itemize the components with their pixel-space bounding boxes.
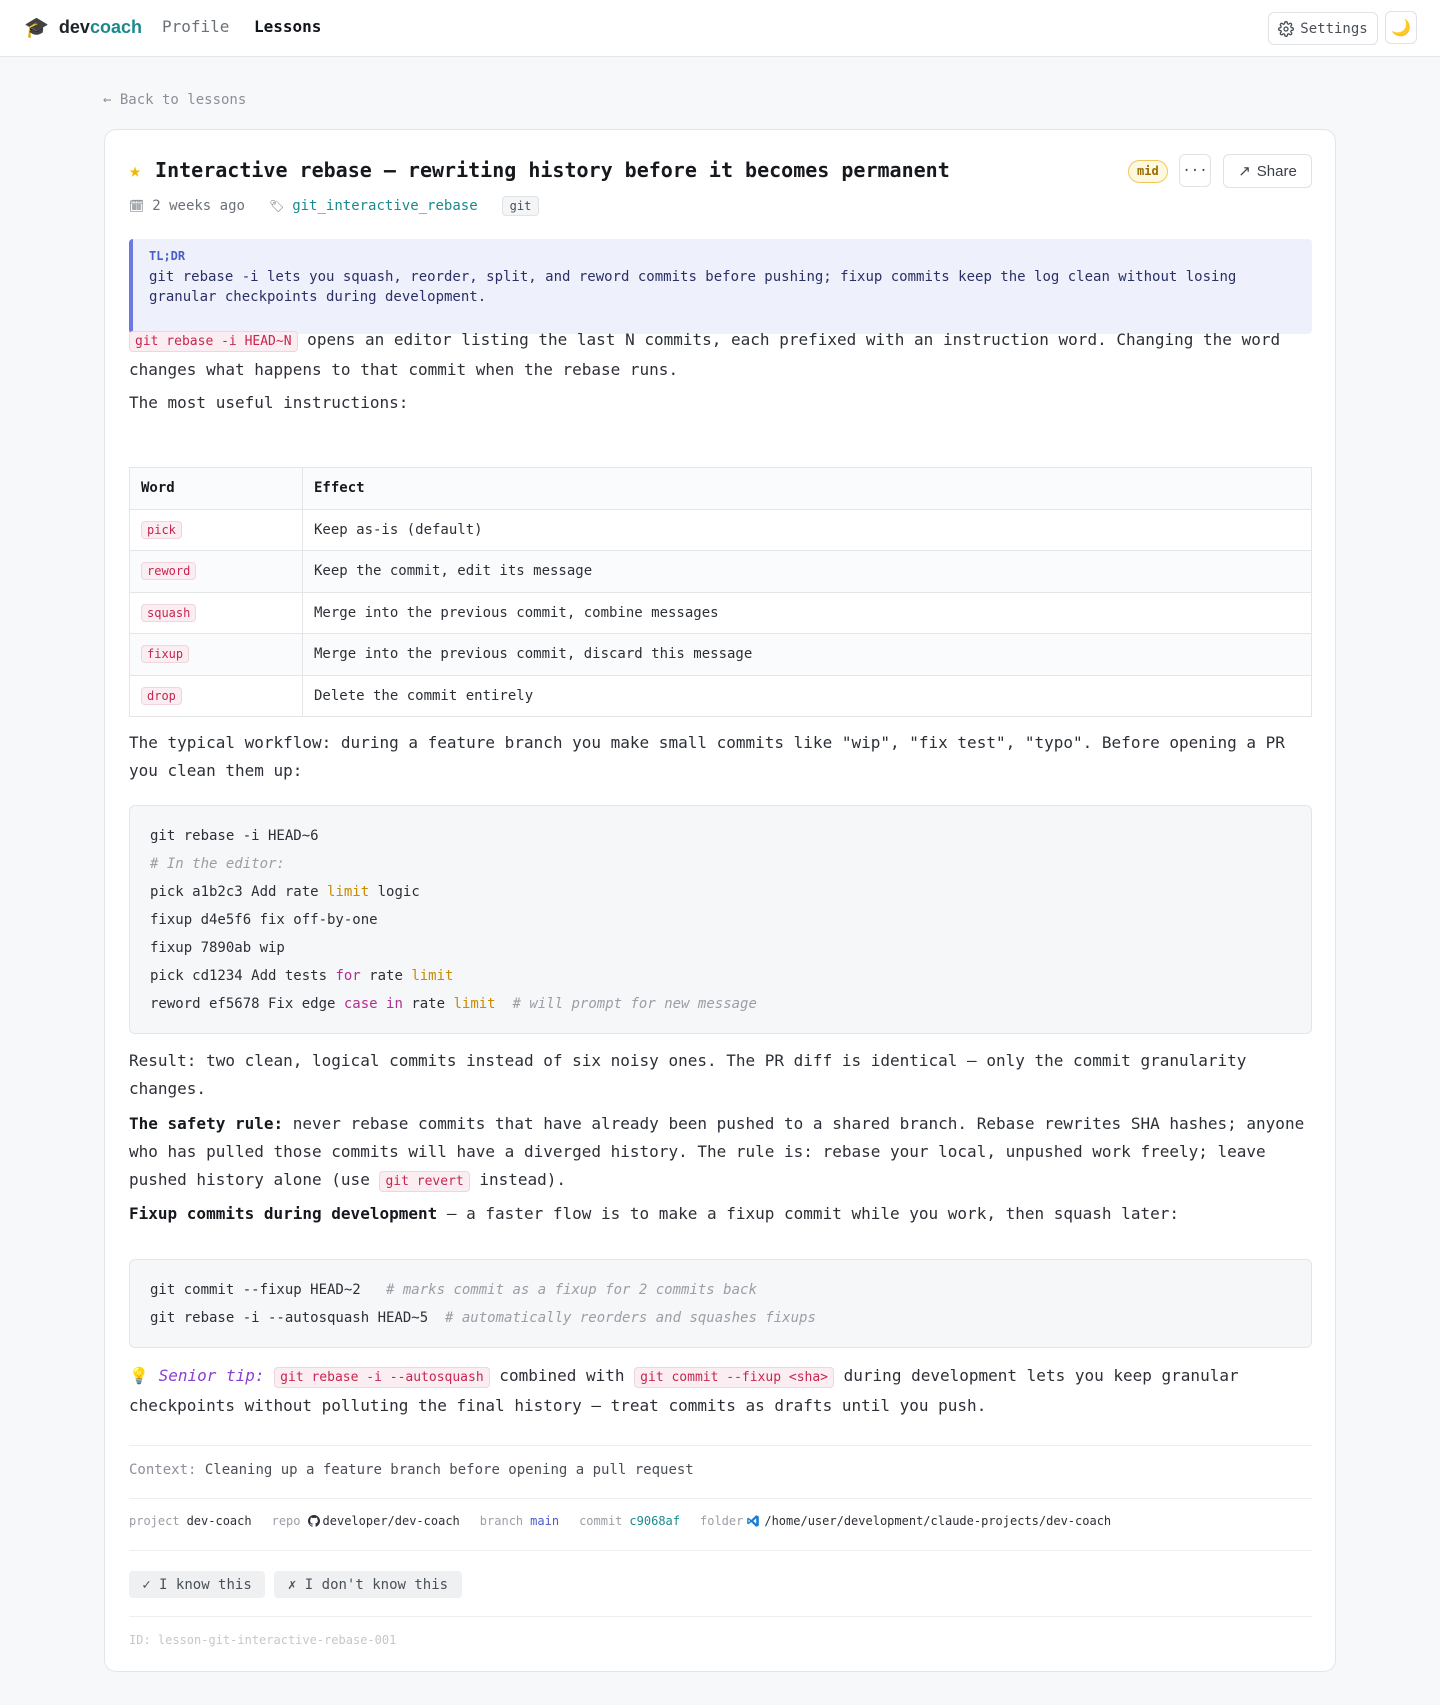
share-arrow-icon: ↗: [1238, 163, 1251, 180]
category-pill[interactable]: git: [502, 196, 540, 216]
code-block-fixup: git commit --fixup HEAD~2 # marks commit as a fixup for 2 commits back git rebase -i --autosquash HEAD~5 # automatically reorders and squashes fixups: [129, 1259, 1312, 1348]
settings-button[interactable]: [1268, 12, 1378, 45]
share-label: Share: [1256, 162, 1297, 180]
divider: [129, 1616, 1312, 1617]
lesson-card: [104, 129, 1336, 1672]
source-meta: [129, 1514, 1131, 1528]
folder-info[interactable]: folder /home/user/development/claude-projects/dev-coach: [700, 1514, 1112, 1528]
intro-paragraph: git rebase -i HEAD~N opens an editor listing the last N commits, each prefixed with an instruction word. Changing the word changes what happens to that commit when the rebase runs.: [129, 330, 1281, 379]
settings-label: Settings: [1300, 20, 1368, 37]
word-cell: pick: [130, 509, 303, 551]
branch-info: branch main: [479, 1514, 560, 1528]
logo[interactable]: [24, 15, 142, 39]
table-header-row: [130, 468, 1312, 510]
inline-code: git rebase -i HEAD~N: [129, 331, 298, 352]
effect-cell: Merge into the previous commit, combine messages: [303, 592, 1312, 634]
i-know-this-button[interactable]: ✓ I know this: [129, 1571, 265, 1598]
top-nav: [0, 0, 1440, 57]
level-badge: mid: [1128, 160, 1168, 183]
safety-paragraph: The safety rule: never rebase commits that have already been pushed to a shared branch. Rebase rewrites SHA hashes; anyone who has pulled those commits will have a diverged history. The rule is: rebase your local, unpushed work freely; leave pushed history alone (use git revert instead).: [129, 1110, 1309, 1196]
moon-icon: 🌙: [1391, 18, 1411, 37]
divider: [129, 1445, 1312, 1446]
lightbulb-icon: 💡: [129, 1366, 149, 1385]
topic-link[interactable]: git_interactive_rebase: [292, 198, 478, 214]
fixup-paragraph: Fixup commits during development — a faster flow is to make a fixup commit while you work, then squash later:: [129, 1204, 1179, 1223]
commit-info[interactable]: commit c9068af: [579, 1514, 680, 1528]
context-line: Context: Cleaning up a feature branch before opening a pull request: [129, 1462, 694, 1478]
effect-cell: Delete the commit entirely: [303, 675, 1312, 717]
effect-cell: Keep as-is (default): [303, 509, 1312, 551]
i-dont-know-this-button[interactable]: ✗ I don't know this: [274, 1571, 462, 1598]
senior-tip-paragraph: 💡 Senior tip: git rebase -i --autosquash combined with git commit --fixup <sha> during development lets you keep granular checkpoints without polluting the final history — treat commits as drafts until you push.: [129, 1366, 1239, 1415]
divider: [129, 1498, 1312, 1499]
repo-info[interactable]: repo developer/dev-coach: [271, 1514, 460, 1528]
nav-link-lessons[interactable]: Lessons: [254, 17, 322, 36]
word-cell: drop: [130, 675, 303, 717]
more-options-button[interactable]: [1179, 154, 1211, 187]
word-cell: reword: [130, 551, 303, 593]
ellipsis-icon: ···: [1182, 162, 1208, 179]
lesson-id: ID: lesson-git-interactive-rebase-001: [129, 1633, 397, 1647]
gear-icon: [1278, 21, 1294, 37]
tag-icon: 🏷: [268, 199, 285, 213]
theme-toggle-button[interactable]: [1385, 11, 1417, 44]
calendar-icon: 🗓: [129, 199, 145, 213]
tldr-callout: [129, 239, 1312, 334]
word-cell: squash: [130, 592, 303, 634]
lesson-meta: [129, 196, 539, 216]
divider: [129, 1550, 1312, 1551]
project-info: project dev-coach: [129, 1514, 252, 1528]
table-row: [130, 675, 1312, 717]
share-button[interactable]: [1223, 154, 1312, 188]
github-icon: [308, 1515, 320, 1527]
tldr-label: TL;DR: [149, 249, 186, 263]
star-icon[interactable]: ★: [129, 158, 142, 182]
table-row: [130, 551, 1312, 593]
word-cell: fixup: [130, 634, 303, 676]
title-row: [129, 158, 950, 182]
result-paragraph: Result: two clean, logical commits instead of six noisy ones. The PR diff is identical — only the commit granularity changes.: [129, 1051, 1247, 1098]
instructions-lead: The most useful instructions:: [129, 393, 409, 412]
column-header-effect: Effect: [303, 468, 1312, 510]
effect-cell: Merge into the previous commit, discard this message: [303, 634, 1312, 676]
column-header-word: Word: [130, 468, 303, 510]
effect-cell: Keep the commit, edit its message: [303, 551, 1312, 593]
table-row: [130, 509, 1312, 551]
nav-link-profile[interactable]: Profile: [162, 17, 230, 36]
tldr-text: git rebase -i lets you squash, reorder, split, and reword commits before pushing; fixup commits keep the log clean without losing granular checkpoints during development.: [149, 269, 1237, 305]
vscode-icon: [746, 1514, 760, 1528]
instructions-table: [129, 467, 1312, 717]
table-row: [130, 592, 1312, 634]
workflow-paragraph: The typical workflow: during a feature branch you make small commits like "wip", "fix test", "typo". Before opening a PR you clean them up:: [129, 733, 1285, 780]
code-block-rebase: git rebase -i HEAD~6 # In the editor: pick a1b2c3 Add rate limit logic fixup d4e5f6 fix off-by-one fixup 7890ab wip pick cd1234 Add tests for rate limit reword ef5678 Fix edge case in rate limit # will prompt for new message: [129, 805, 1312, 1034]
table-row: [130, 634, 1312, 676]
lesson-date: 2 weeks ago: [152, 198, 245, 214]
brand-name: devcoach: [58, 16, 142, 37]
graduation-cap-icon: 🎓: [24, 15, 49, 39]
back-to-lessons-link[interactable]: ← Back to lessons: [103, 92, 247, 108]
lesson-title: Interactive rebase — rewriting history before it becomes permanent: [155, 158, 950, 182]
